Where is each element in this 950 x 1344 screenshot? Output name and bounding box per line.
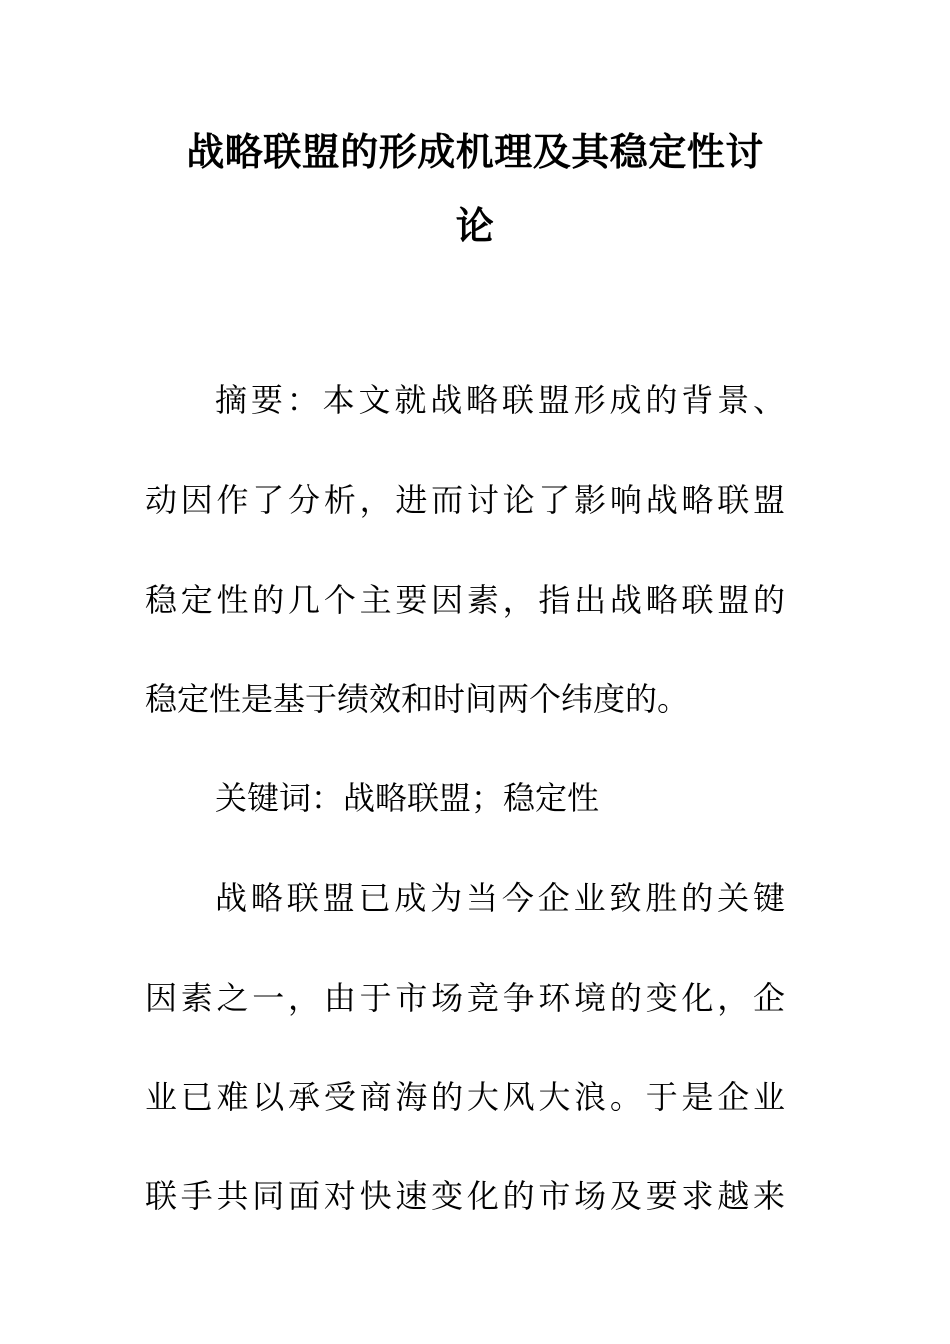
abstract-line: 稳定性是基于绩效和时间两个纬度的。 [145,680,690,718]
document-title-line-2: 论 [455,204,495,248]
document-title-line-1: 战略联盟的形成机理及其稳定性讨 [186,130,764,174]
body-line: 联手共同面对快速变化的市场及要求越来 [145,1177,785,1215]
body-line: 业已难以承受商海的大风大浪。于是企业 [145,1078,785,1116]
abstract-line: 摘要：本文就战略联盟形成的背景、 [215,381,785,419]
body-line: 战略联盟已成为当今企业致胜的关键 [215,879,785,917]
body-line: 因素之一，由于市场竞争环境的变化，企 [145,979,785,1017]
keywords-line: 关键词：战略联盟；稳定性 [215,779,600,817]
abstract-line: 动因作了分析，进而讨论了影响战略联盟 [145,481,785,519]
abstract-line: 稳定性的几个主要因素，指出战略联盟的 [145,581,785,619]
